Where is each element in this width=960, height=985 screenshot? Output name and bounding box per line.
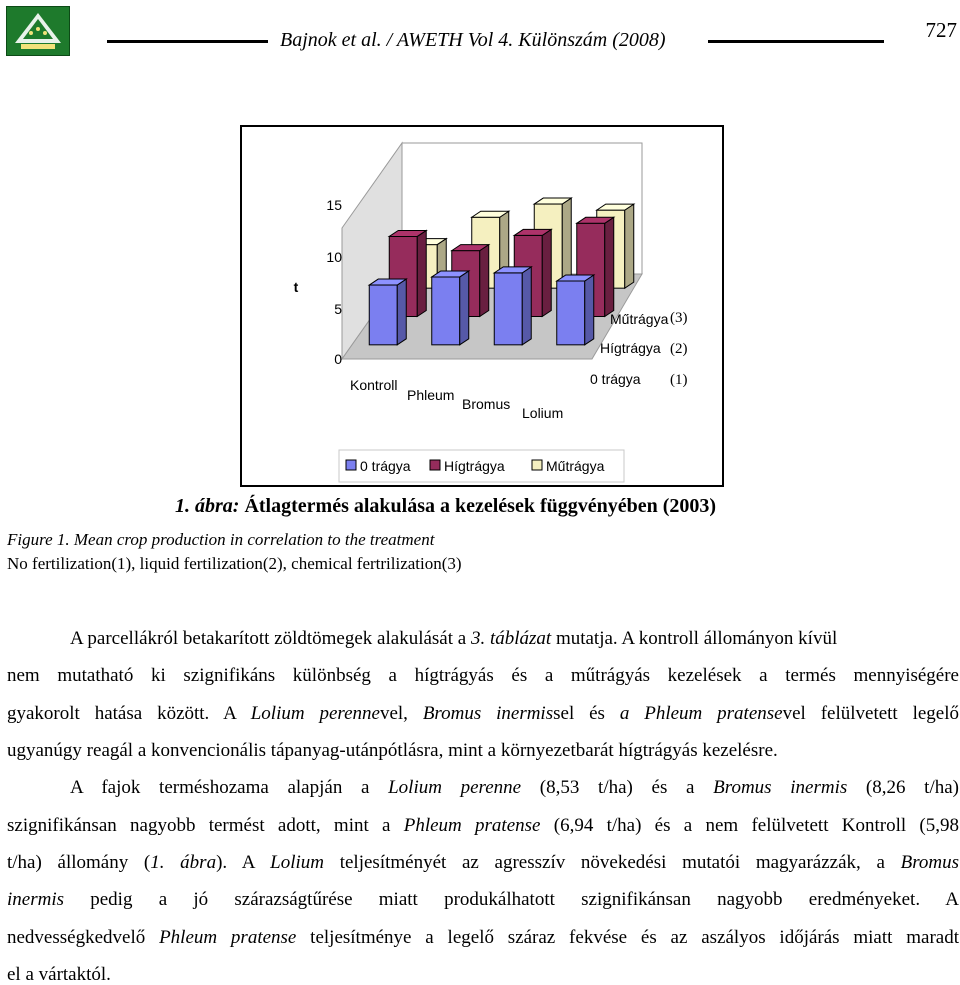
category-label-kontroll: Kontroll [350,377,398,393]
legend-swatch-2 [430,460,440,470]
bar-lolium-series-3-side [625,204,634,288]
page-header [0,0,960,60]
legend-swatch-3 [532,460,542,470]
bar-lolium-series-2-side [605,217,614,316]
header-rule-right [708,40,884,43]
depth-number-2: (2) [670,341,688,357]
paragraph-1-line-3: gyakorolt hatása között. A Lolium perennevel, Bromus inermissel és a Phleum pratensevel felülvetett legelő [7,703,960,724]
legend-label-2: Hígtrágya [444,458,505,474]
bar-kontroll-series-1-front [369,285,397,345]
category-label-lolium: Lolium [522,405,564,421]
paragraph-1-line-4: ugyanúgy reagál a konvencionális tápanyag-utánpótlásra, mint a környezetbarát hígtrágyás kezelésre. [7,740,778,761]
category-label-bromus: Bromus [462,396,511,412]
bar-kontroll-series-2-side [417,230,426,316]
bar-chart-3d [240,125,724,487]
bar-phleum-series-2-side [480,245,489,317]
paragraph-2-line-6: el a vártaktól. [7,964,111,985]
figure-caption-label: 1. ábra: [175,495,240,517]
chart-legend [339,450,624,482]
paragraph-1-line-1: A parcellákról betakarított zöldtömegek alakulását a 3. táblázat mutatja. A kontroll állományon kívül [70,628,838,649]
header-rule-left [107,40,268,43]
legend-label-3: Műtrágya [546,458,605,474]
depth-label-2: Hígtrágya [600,340,661,356]
bar-lolium-series-1-front [557,281,585,345]
running-title: Bajnok et al. / AWETH Vol 4. Különszám (2008) [280,29,666,51]
figure-english-legend: No fertilization(1), liquid fertilization(2), chemical fertrilization(3) [7,554,462,573]
y-tick-label: 0 [334,351,342,367]
y-axis-label: t [293,279,299,295]
figure-caption [175,495,716,518]
chart-canvas [242,127,726,489]
figure-english-caption: Figure 1. Mean crop production in correlation to the treatment [7,530,435,549]
depth-number-1: (1) [670,372,688,388]
journal-logo-icon [6,6,70,56]
y-tick-label: 15 [326,197,342,213]
category-label-phleum: Phleum [407,387,455,403]
paragraph-2-line-4: inermis pedig a jó szárazságtűrése miatt produkálhatott szignifikánsan nagyobb eredményeket. A [7,889,959,910]
y-tick-label: 10 [326,249,342,265]
depth-label-1: 0 trágya [590,371,641,387]
paragraph-2-line-1: A fajok terméshozama alapján a Lolium perenne (8,53 t/ha) és a Bromus inermis (8,26 t/ha) [70,777,959,798]
bar-bromus-series-1-side [522,267,531,345]
bar-phleum-series-1-side [460,271,469,345]
legend-label-1: 0 trágya [360,458,411,474]
bar-bromus-series-2-side [542,229,551,316]
bar-kontroll-series-1-side [397,279,406,345]
depth-number-3: (3) [670,310,688,326]
paragraph-2-line-2: szignifikánsan nagyobb termést adott, mint a Phleum pratense (6,94 t/ha) és a nem felülvetett Kontroll (5,98 [7,815,959,836]
bar-lolium-series-1-side [585,275,594,345]
page-number: 727 [925,18,957,42]
bar-bromus-series-1-front [494,273,522,345]
paragraph-2-line-3: t/ha) állomány (1. ábra). A Lolium teljesítményét az agresszív növekedési mutatói magyarázzák, a Bromus [7,852,960,873]
legend-swatch-1 [346,460,356,470]
depth-label-3: Műtrágya [610,311,669,327]
figure-caption-text: Átlagtermés alakulása a kezelések függvényében (2003) [239,495,717,517]
paragraph-1-line-2: nem mutatható ki szignifikáns különbség a hígtrágyás és a műtrágyás kezelések a termés mennyiségére [7,665,959,686]
bar-phleum-series-1-front [432,277,460,345]
y-tick-label: 5 [334,301,342,317]
paragraph-2-line-5: nedvességkedvelő Phleum pratense teljesítménye a legelő száraz fekvése és az aszályos időjárás miatt maradt [7,927,959,948]
